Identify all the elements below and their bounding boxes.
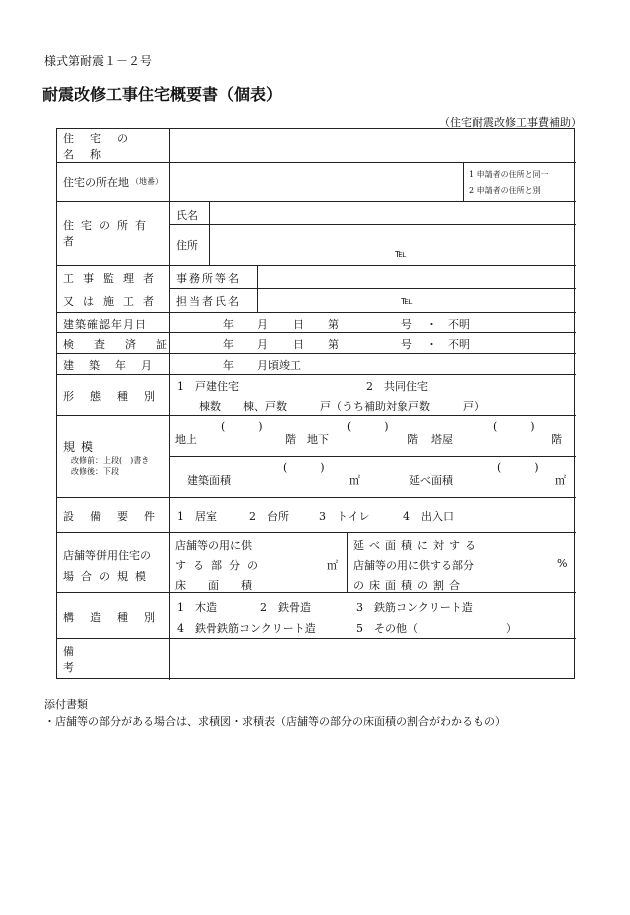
build-confirm-year: 年 bbox=[223, 318, 234, 331]
scale-note-after: 改修後：下段 bbox=[71, 467, 119, 476]
form-table bbox=[56, 128, 575, 679]
scale-note-before: 改修前：上段( )書き bbox=[71, 456, 150, 465]
equipment-toilet[interactable]: 3 トイレ bbox=[319, 510, 370, 523]
inspection-year: 年 bbox=[223, 338, 234, 351]
equipment-entrance[interactable]: 4 出入口 bbox=[403, 510, 454, 523]
build-year-label: 建築年月 bbox=[63, 359, 167, 372]
shop-label-2: 場合の規模 bbox=[63, 570, 153, 583]
office-name-field[interactable] bbox=[263, 268, 569, 286]
above-label: 地上 bbox=[175, 433, 197, 446]
shop-area-label-3: 床 面 積 bbox=[175, 579, 252, 592]
form-option-detached[interactable]: 1 戸建住宅 bbox=[177, 380, 239, 393]
owner-name-label: 氏名 bbox=[176, 209, 198, 222]
build-confirm-month: 月 bbox=[257, 318, 268, 331]
equipment-label: 設備要件 bbox=[63, 510, 171, 523]
total-area-unit: ㎡ bbox=[555, 474, 566, 487]
supervisor-label-2: 又は施工者 bbox=[63, 295, 163, 308]
person-name-field[interactable] bbox=[263, 291, 569, 309]
inspection-month: 月 bbox=[257, 338, 268, 351]
build-year-completed: 月頃竣工 bbox=[257, 359, 301, 372]
location-label: 住宅の所在地 （地番） bbox=[63, 175, 163, 189]
name-field[interactable] bbox=[177, 134, 561, 158]
supervisor-label-1: 工事監理者 bbox=[63, 272, 163, 285]
above-floor-unit: 階 bbox=[285, 433, 296, 446]
location-option-same[interactable]: 1 申請者の住所と同一 bbox=[469, 170, 549, 179]
remarks-field[interactable] bbox=[177, 643, 569, 675]
equipment-room[interactable]: 1 居室 bbox=[177, 510, 217, 523]
scale-label: 規模 bbox=[63, 440, 100, 454]
equipment-kitchen[interactable]: 2 台所 bbox=[249, 510, 289, 523]
total-area-before: ( ) bbox=[497, 461, 539, 474]
page-subtitle: （住宅耐震改修工事費補助） bbox=[439, 116, 582, 129]
owner-address-label: 住所 bbox=[176, 239, 198, 252]
build-confirm-label: 建築確認年月日 bbox=[63, 318, 147, 331]
owner-name-field[interactable] bbox=[217, 205, 569, 223]
build-confirm-dot: ・ bbox=[426, 318, 437, 331]
location-option-different[interactable]: 2 申請者の住所と別 bbox=[469, 186, 541, 195]
shop-area-unit: ㎡ bbox=[327, 559, 338, 572]
shop-area-label-1: 店舗等の用に供 bbox=[175, 539, 252, 552]
phone-icon: ℡ bbox=[395, 247, 407, 260]
total-area-label: 延べ面積 bbox=[409, 474, 453, 487]
office-name-label: 事務所等名 bbox=[176, 272, 241, 285]
build-area-before: ( ) bbox=[283, 461, 325, 474]
below-floor-unit: 階 bbox=[407, 433, 418, 446]
name-label: 住宅の名称 bbox=[63, 131, 144, 161]
phone-icon: ℡ bbox=[401, 294, 413, 307]
shop-area-label-2: する部分の bbox=[175, 559, 265, 572]
owner-label: 住宅の所有者 bbox=[63, 219, 153, 248]
shop-ratio-unit: % bbox=[557, 557, 568, 570]
location-field[interactable] bbox=[177, 169, 457, 195]
build-year-year: 年 bbox=[223, 359, 234, 372]
shop-ratio-label-1: 延べ面積に対する bbox=[353, 539, 481, 552]
structure-wood[interactable]: 1 木造 bbox=[177, 601, 217, 614]
person-name-label: 担当者氏名 bbox=[176, 295, 241, 308]
units-text: 棟数 棟、戸数 戸（うち補助対象戸数 戸） bbox=[199, 400, 485, 413]
remarks-label: 備考 bbox=[63, 645, 149, 674]
inspection-dot: ・ bbox=[426, 338, 437, 351]
build-confirm-unknown[interactable]: 不明 bbox=[448, 318, 470, 331]
above-floors-before: ( ) bbox=[221, 420, 263, 433]
inspection-day: 日 bbox=[293, 338, 304, 351]
shop-ratio-label-2: 店舗等の用に供する部分 bbox=[353, 559, 474, 572]
inspection-dai: 第 bbox=[328, 338, 339, 351]
below-floors-before: ( ) bbox=[347, 420, 389, 433]
structure-src[interactable]: 4 鉄骨鉄筋コンクリート造 bbox=[177, 622, 316, 635]
build-confirm-day: 日 bbox=[293, 318, 304, 331]
inspection-unknown[interactable]: 不明 bbox=[448, 338, 470, 351]
form-type-label: 形態種別 bbox=[63, 390, 171, 403]
structure-rc[interactable]: 3 鉄筋コンクリート造 bbox=[356, 601, 473, 614]
page-title: 耐震改修工事住宅概要書（個表） bbox=[42, 85, 283, 104]
attachments-item: ・店舗等の部分がある場合は、求積図・求積表（店舗等の部分の床面積の割合がわかるもの） bbox=[44, 715, 506, 728]
build-area-label: 建築面積 bbox=[187, 474, 231, 487]
build-area-unit: ㎡ bbox=[349, 474, 360, 487]
tower-floors-before: ( ) bbox=[493, 420, 535, 433]
form-number: 様式第耐震１－２号 bbox=[44, 54, 153, 68]
inspection-gou: 号 bbox=[401, 338, 412, 351]
attachments-heading: 添付書類 bbox=[44, 698, 88, 711]
inspection-label: 検査済証 bbox=[63, 338, 187, 351]
form-option-collective[interactable]: 2 共同住宅 bbox=[366, 380, 428, 393]
below-label: 地下 bbox=[307, 433, 329, 446]
build-confirm-dai: 第 bbox=[328, 318, 339, 331]
structure-label: 構造種別 bbox=[63, 611, 171, 624]
tower-floor-unit: 階 bbox=[551, 433, 562, 446]
shop-ratio-label-3: の床面積の割合 bbox=[353, 579, 465, 592]
structure-other[interactable]: 5 その他（ ） bbox=[356, 622, 517, 635]
structure-steel[interactable]: 2 鉄骨造 bbox=[260, 601, 311, 614]
tower-label: 塔屋 bbox=[431, 433, 453, 446]
owner-address-field[interactable] bbox=[217, 228, 569, 260]
shop-label-1: 店舗等併用住宅の bbox=[63, 549, 151, 562]
build-confirm-gou: 号 bbox=[401, 318, 412, 331]
